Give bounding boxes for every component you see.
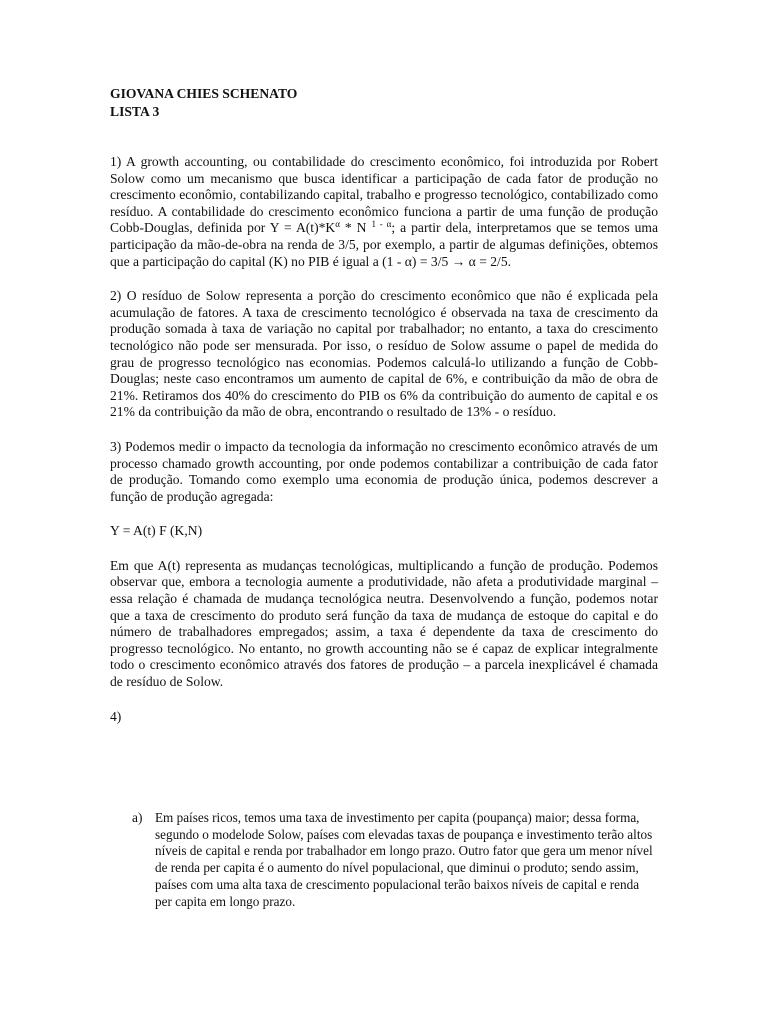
question-2-paragraph: 2) O resíduo de Solow representa a porção do crescimento econômico que não é explicada pela acumulação de fatores. A taxa de crescimento tecnológico é observada na taxa de crescimento da produção somada à taxa de variação no capital por trabalhador; no entanto, a taxa do crescimento tecnológico não pode ser mensurada. Por isso, o resíduo de Solow assume o papel de medida do grau de progresso tecnológico nas economias. Podemos calculá-lo utilizando a função de Cobb-Douglas; neste caso encontramos um aumento de capital de 6%, e contribuição da mão de obra de 21%. Retiramos dos 40% do crescimento do PIB os 6% da contribuição do aumento de capital e os 21% da contribuição da mão de obra, encontrando o resultado de 13% - o resíduo. [110,288,658,420]
q1-exponent-alpha: α [335,219,340,230]
item-a-text: Em países ricos, temos uma taxa de investimento per capita (poupança) maior; dessa forma, segundo o modelode Solow, países com elevadas taxas de poupança e investimento terão altos níveis de capital e renda por trabalhador em longo prazo. Outro fator que gera um menor nível de renda per capita é o aumento do nível populacional, que diminui o produto; sendo assim, países com uma alta taxa de crescimento populacional terão baixos níveis de capital e renda per capita em longo prazo. [155,810,653,909]
q1-formula-middle: * N [339,220,372,236]
author-name: GIOVANA CHIES SCHENATO [110,86,298,101]
question-1-paragraph [110,154,658,270]
document-page [110,85,658,725]
q1-text-before-formula: 1) A growth accounting, ou contabilidade do crescimento econômico, foi introduzida por Robert Solow como um mecanismo que busca identificar a participação de cada fator de produção no crescimento econômio, contabilizando capital, trabalho e progresso tecnológico, contabilizado como resíduo. A contabilidade do crescimento econômico funciona a partir de uma função de produção Cobb-Douglas, definida por Y = A(t)*K [110,154,658,236]
q1-text-after-formula: ; a partir dela, interpretamos que se temos uma participação da mão-de-obra na renda de 3/5, por exemplo, a partir de algumas definições, obtemos que a participação do capital (K) no PIB é igual a (1 - α) = 3/5 → α = 2/5. [110,220,659,269]
question-4-label: 4) [110,708,122,724]
item-a-marker: a) [132,810,143,825]
list-title: LISTA 3 [110,104,160,119]
question-3-explanation: Em que A(t) representa as mudanças tecnológicas, multiplicando a função de produção. Podemos observar que, embora a tecnologia aumente a produtividade, não afeta a produtividade marginal – essa relação é chamada de mudança tecnológica neutra. Desenvolvendo a função, podemos notar que a taxa de crescimento do produto será função da taxa de mudança de estoque do capital e do número de trabalhadores empregados; assim, a taxa é dependente da taxa de crescimento do progresso tecnológico. No entanto, no growth accounting não se é capaz de explicar integralmente todo o crescimento econômico através dos fatores de produção – a parcela inexplicável é chamada de resíduo de Solow. [110,557,658,690]
production-function-formula: Y = A(t) F (K,N) [110,523,203,539]
q1-exponent-one-minus-alpha: 1 - α [371,219,392,230]
question-3-intro: 3) Podemos medir o impacto da tecnologia da informação no crescimento econômico através de um processo chamado growth accounting, por onde podemos contabilizar a contribuição de cada fator de produção. Tomando como exemplo uma economia de produção única, podemos descrever a função de produção agregada: [110,438,658,504]
question-4-item-a [132,810,658,910]
